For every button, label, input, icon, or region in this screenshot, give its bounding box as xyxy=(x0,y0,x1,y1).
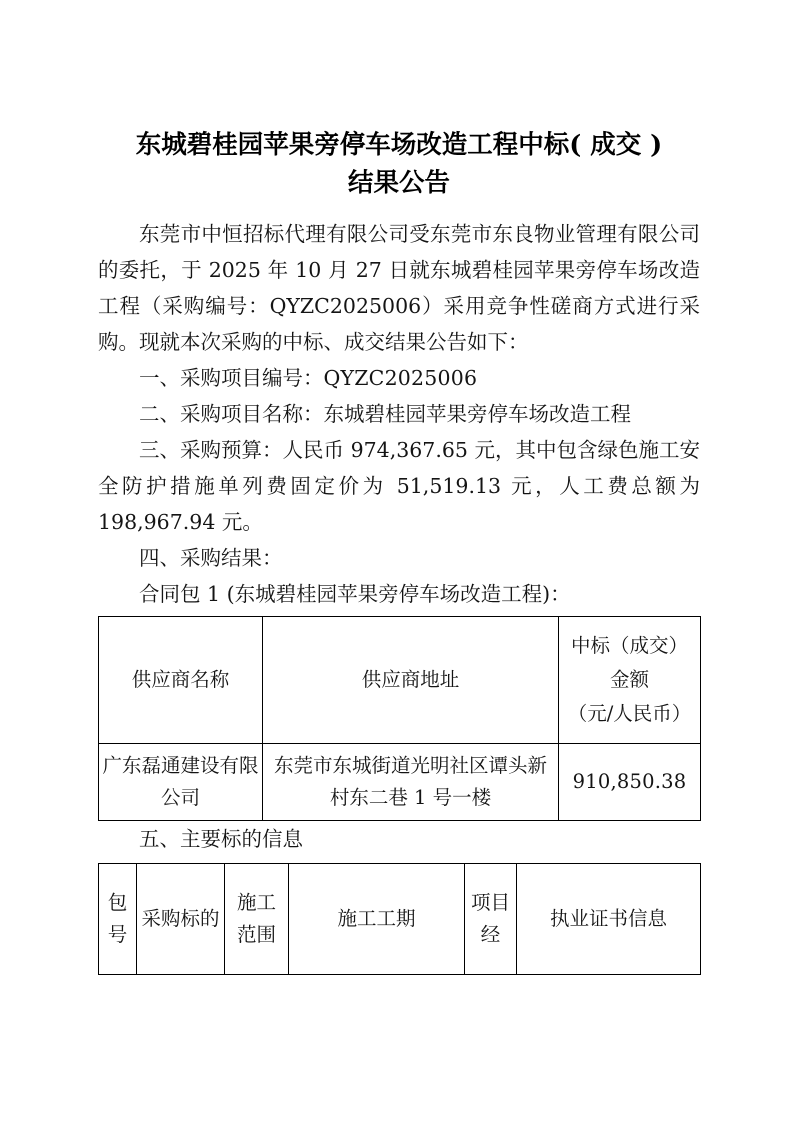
table-header-row xyxy=(99,864,701,975)
budget-paragraph: 三、采购预算：人民币 974,367.65 元，其中包含绿色施工安全防护措施单列费固定价为 51,519.13 元，人工费总额为 198,967.94 元。 xyxy=(98,438,700,534)
list-item-project-name-label: 二、采购项目名称： xyxy=(139,402,324,426)
intro-paragraph: 东莞市中恒招标代理有限公司受东莞市东良物业管理有限公司的委托，于 2025 年 10 月 27 日就东城碧桂园苹果旁停车场改造工程（采购编号：QYZC2025006）采用竞争性磋商方式进行采购。现就本次采购的中标、成交结果公告如下： xyxy=(98,222,700,354)
page-title-line-1: 东城碧桂园苹果旁停车场改造工程中标( 成交 ) xyxy=(135,130,663,160)
column-header-construction-scope: 施工范围 xyxy=(225,864,289,975)
cell-award-amount: 910,850.38 xyxy=(559,744,701,821)
cell-supplier-address: 东莞市东城街道光明社区谭头新村东二巷 1 号一楼 xyxy=(263,744,559,821)
subject-heading: 五、主要标的信息 xyxy=(139,827,303,851)
column-header-construction-period: 施工工期 xyxy=(289,864,465,975)
column-header-award-amount xyxy=(559,617,701,744)
award-amount-header-line-1: 中标（成交） xyxy=(570,634,688,657)
document-content xyxy=(98,0,700,975)
result-table xyxy=(98,616,701,821)
list-item-project-number xyxy=(98,360,700,396)
page-title xyxy=(98,0,700,202)
list-item-project-name-value: 东城碧桂园苹果旁停车场改造工程 xyxy=(323,402,631,426)
list-item-project-number-label: 一、采购项目编号： xyxy=(139,366,324,390)
table-row xyxy=(99,744,701,821)
table-header-row xyxy=(99,617,701,744)
column-header-supplier-name: 供应商名称 xyxy=(99,617,263,744)
column-header-project-manager: 项目经 xyxy=(465,864,517,975)
package-label: 合同包 1 (东城碧桂园苹果旁停车场改造工程)： xyxy=(139,582,571,606)
page-title-line-2: 结果公告 xyxy=(347,168,450,198)
column-header-qualification-info: 执业证书信息 xyxy=(517,864,701,975)
list-item-project-name xyxy=(98,396,700,432)
column-header-package-no: 包号 xyxy=(99,864,137,975)
award-amount-header-line-2: 金额 xyxy=(609,668,649,691)
subject-table xyxy=(98,863,701,975)
award-amount-header-line-3: （元/人民币） xyxy=(567,702,692,725)
list-item-project-number-value: QYZC2025006 xyxy=(323,366,478,390)
cell-supplier-name: 广东磊通建设有限公司 xyxy=(99,744,263,821)
column-header-procurement-subject: 采购标的 xyxy=(137,864,225,975)
result-heading: 四、采购结果： xyxy=(139,546,283,570)
column-header-supplier-address: 供应商地址 xyxy=(263,617,559,744)
